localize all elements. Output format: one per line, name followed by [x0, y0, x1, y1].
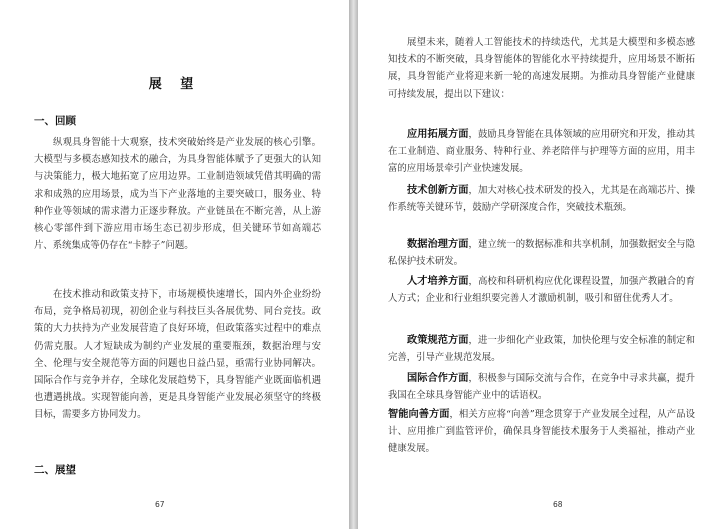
- section-heading-outlook: 二、展望: [34, 464, 76, 476]
- review-paragraph-2: 在技术推动和政策支持下，市场规模快速增长，国内外企业纷纷布局，竞争格局初现，初创企业与科技巨头各展优势、同台竞技。政策的大力扶持为产业发展营造了良好环境，但政策落实过程中的难点仍需克服。人才短缺成为制约产业发展的重要瓶颈，数据治理与安全、伦理与安全规范等方面的问题也日益凸显，亟需行业协同解决。国际合作与竞争并存，全球化发展趋势下，具身智能产业既面临机遇也遭遇挑战。实现智能向善，更是具身智能产业发展必须坚守的终极目标，需要多方协同发力。: [34, 289, 321, 421]
- recommendation-text: ，进一步细化产业政策，加快伦理与安全标准的制定和完善，引导产业规范发展。: [388, 335, 695, 364]
- recommendation-label: 数据治理方面: [407, 239, 469, 250]
- book-gutter: [349, 0, 358, 529]
- recommendation-text: ，高校和科研机构应优化课程设置，加强产教融合的育人方式；企业和行业组织要完善人才激励机制，吸引和留住优秀人才。: [388, 276, 695, 305]
- page-title: 展 望: [148, 77, 201, 92]
- review-paragraph-1: 纵观具身智能十大观察，技术突破始终是产业发展的核心引擎。大模型与多模态感知技术的融合，为具身智能体赋予了更强大的认知与决策能力，极大地拓宽了应用边界。工业制造领域凭借其明确的需求和成熟的应用场景，成为当下产业落地的主要突破口，服务业、特种作业等领域的需求潜力正逐步释放。产业链虽在不断完善，从上游核心零部件到下游应用市场生态已初步形成，但关键环节如高端芯片、系统集成等仍存在“卡脖子”问题。: [34, 137, 321, 252]
- recommendation-label: 政策规范方面: [407, 335, 469, 346]
- recommendation-label: 人才培养方面: [407, 276, 469, 287]
- recommendation-text: ，加大对核心技术研发的投入，尤其是在高端芯片、操作系统等关键环节，鼓励产学研深度合作，突破技术瓶颈。: [388, 185, 695, 214]
- recommendation-application: [388, 126, 695, 178]
- recommendation-label: 应用拓展方面: [407, 129, 469, 140]
- recommendation-text: ，相关方应将“向善”理念贯穿于产业发展全过程，从产品设计、应用推广到监管评价，确保具身智能技术服务于人类福祉，推动产业健康发展。: [388, 409, 695, 455]
- left-page: [0, 0, 349, 529]
- recommendation-text: ，建立统一的数据标准和共享机制，加强数据安全与隐私保护技术研发。: [388, 239, 695, 268]
- right-page: [358, 0, 717, 529]
- recommendation-label: 国际合作方面: [407, 373, 469, 384]
- recommendation-text: ，积极参与国际交流与合作，在竞争中寻求共赢，提升我国在全球具身智能产业中的话语权。: [388, 373, 695, 402]
- recommendation-international: [388, 370, 695, 404]
- page-number: 67: [155, 500, 165, 509]
- recommendation-label: 技术创新方面: [407, 185, 469, 196]
- recommendation-label: 智能向善方面: [388, 409, 450, 420]
- page-number: 68: [553, 500, 563, 509]
- recommendation-ethics: [388, 406, 695, 458]
- recommendation-data-governance: [388, 236, 695, 270]
- recommendation-text: ，鼓励具身智能在具体领域的应用研究和开发，推动其在工业制造、商业服务、特种行业、养老陪伴与护理等方面的应用，用丰富的应用场景牵引产业快速发展。: [388, 129, 695, 175]
- recommendation-technology: [388, 182, 695, 216]
- outlook-intro-paragraph: 展望未来，随着人工智能技术的持续迭代，尤其是大模型和多模态感知技术的不断突破，具身智能体的智能化水平持续提升，应用场景不断拓展，具身智能产业将迎来新一轮的高速发展期。为推动具身智能产业健康可持续发展，提出以下建议：: [388, 37, 695, 100]
- recommendation-policy: [388, 332, 695, 366]
- section-heading-review: 一、回顾: [34, 115, 76, 127]
- recommendation-talent: [388, 273, 695, 307]
